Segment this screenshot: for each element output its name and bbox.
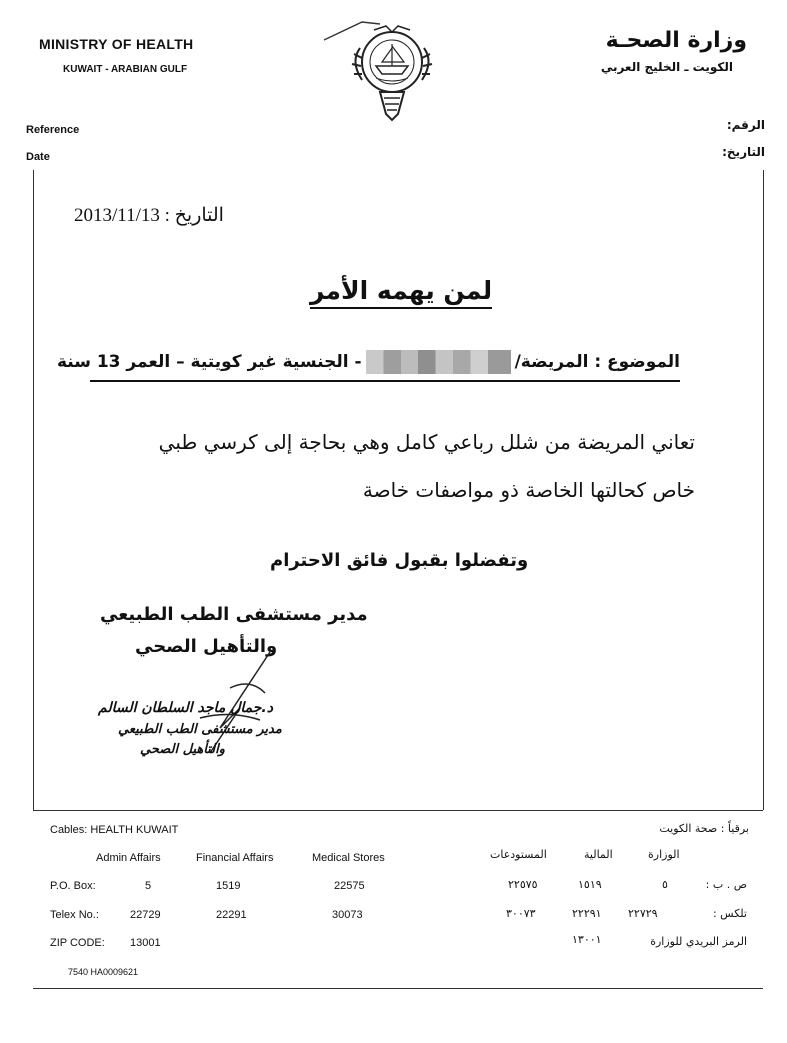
footer-box bbox=[33, 810, 763, 989]
footer-telex-admin: 22729 bbox=[130, 909, 161, 921]
footer-telex-ar-stores: ٣٠٠٧٣ bbox=[506, 907, 536, 920]
footer-col-admin: Admin Affairs bbox=[96, 852, 161, 864]
footer-po-ar-finance: ١٥١٩ bbox=[578, 878, 602, 891]
footer-po-admin: 5 bbox=[145, 880, 152, 892]
footer-po-medical: 22575 bbox=[334, 880, 365, 892]
footer-telex-ar-finance: ٢٢٢٩١ bbox=[572, 907, 602, 920]
footer-zip-label-en: ZIP CODE: bbox=[50, 937, 105, 949]
reference-label-en: Reference bbox=[26, 124, 80, 136]
pen-stroke-mark bbox=[322, 18, 382, 42]
stamp-name: د.جمال ماجد السلطان السالم bbox=[98, 700, 273, 716]
redacted-name-blur bbox=[366, 350, 511, 374]
footer-cables-ar: برقياً : صحة الكويت bbox=[659, 822, 749, 835]
location-en: KUWAIT - ARABIAN GULF bbox=[63, 64, 188, 75]
footer-telex-financial: 22291 bbox=[216, 909, 247, 921]
footer-col-ar-ministry: الوزارة bbox=[648, 848, 680, 861]
ministry-title-en: MINISTRY OF HEALTH bbox=[39, 36, 194, 52]
letter-subject bbox=[56, 350, 680, 382]
subject-suffix: - الجنسية غير كويتية – العمر 13 سنة bbox=[56, 352, 362, 372]
ministry-title-ar: وزارة الصحـة bbox=[605, 28, 747, 53]
footer-cables-en: Cables: HEALTH KUWAIT bbox=[50, 824, 179, 836]
letter-closing: وتفضلوا بقبول فائق الاحترام bbox=[270, 550, 529, 571]
footer-zip-value-en: 13001 bbox=[130, 937, 161, 949]
footer-po-label-ar: ص . ب : bbox=[705, 878, 747, 891]
footer-col-financial: Financial Affairs bbox=[196, 852, 274, 864]
frame-line-right bbox=[763, 170, 764, 810]
footer-telex-ar-ministry: ٢٢٧٢٩ bbox=[628, 907, 658, 920]
stamp-title-2: والتأهيل الصحي bbox=[140, 742, 225, 757]
letter-body-line-1: تعاني المريضة من شلل رباعي كامل وهي بحاجة إلى كرسي طبي bbox=[158, 430, 695, 454]
footer-zip-value-ar: ١٣٠٠١ bbox=[572, 933, 602, 946]
letter-date: التاريخ : 2013/11/13 bbox=[74, 205, 224, 226]
footer-col-ar-finance: المالية bbox=[584, 848, 613, 861]
letter-body-line-2: خاص كحالتها الخاصة ذو مواصفات خاصة bbox=[362, 478, 695, 502]
form-code: 7540 HA0009621 bbox=[68, 967, 139, 977]
footer-col-ar-stores: المستودعات bbox=[490, 848, 547, 861]
reference-label-ar: الرقم: bbox=[726, 118, 765, 132]
footer-po-label-en: P.O. Box: bbox=[50, 880, 96, 892]
footer-po-financial: 1519 bbox=[216, 880, 241, 892]
location-ar: الكويت ـ الخليج العربي bbox=[600, 60, 733, 74]
footer-telex-label-ar: تلكس : bbox=[712, 907, 747, 920]
subject-prefix: الموضوع : المريضة/ bbox=[514, 352, 680, 372]
footer-zip-label-ar: الرمز البريدي للوزارة bbox=[650, 935, 747, 948]
footer-telex-label-en: Telex No.: bbox=[50, 909, 99, 921]
date-label-en: Date bbox=[26, 151, 50, 163]
footer-col-medical: Medical Stores bbox=[312, 852, 385, 864]
stamp-title-1: مدير مستشفى الطب الطبيعي bbox=[118, 722, 282, 737]
footer-po-ar-stores: ٢٢٥٧٥ bbox=[508, 878, 538, 891]
signatory-title-line-2: والتأهيل الصحي bbox=[135, 636, 278, 657]
signatory-title-line-1: مدير مستشفى الطب الطبيعي bbox=[100, 604, 368, 625]
frame-line-left bbox=[33, 170, 34, 810]
footer-po-ar-ministry: ٥ bbox=[662, 878, 668, 891]
date-label-ar: التاريخ: bbox=[722, 145, 765, 159]
footer-telex-medical: 30073 bbox=[332, 909, 363, 921]
letter-heading: لمن يهمه الأمر bbox=[310, 276, 492, 309]
